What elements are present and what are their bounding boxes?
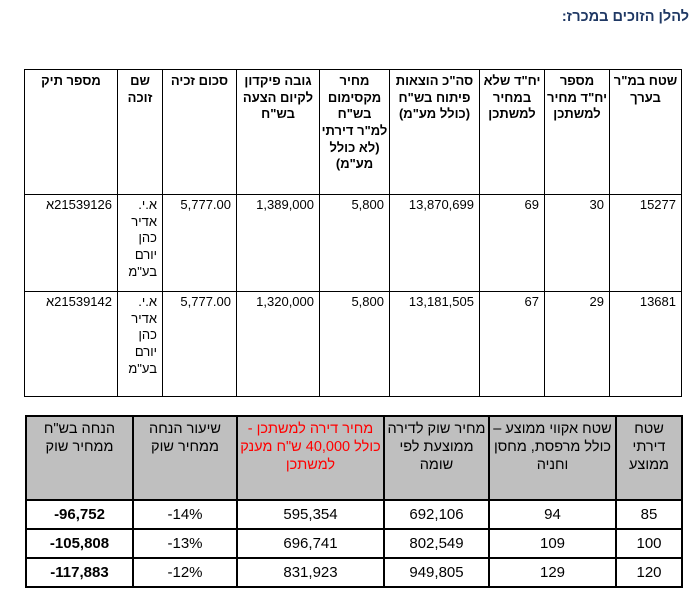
table-cell: 13681: [610, 292, 682, 397]
winners-header-row: [25, 70, 682, 195]
column-header: שטח במ"ר בערך: [610, 70, 682, 195]
table-cell: 69: [480, 195, 545, 292]
column-header: שטח דירתי ממוצע: [616, 416, 682, 500]
column-header: הנחה בש"ח ממחיר שוק: [26, 416, 133, 500]
table-cell: 94: [489, 500, 616, 529]
table-cell: 692,106: [384, 500, 489, 529]
column-header: מחיר דירה למשתכן - כולל 40,000 ש"ח מענק למשתכן: [237, 416, 384, 500]
table-cell: 5,800: [320, 195, 390, 292]
column-header: שם זוכה: [118, 70, 163, 195]
table-cell: 129: [489, 558, 616, 587]
table-cell: 85: [616, 500, 682, 529]
winners-table: [24, 69, 682, 397]
column-header: מספר יח"ד מחיר למשתכן: [545, 70, 610, 195]
table-cell: 949,805: [384, 558, 489, 587]
table-row: [26, 500, 682, 529]
pricing-table: [25, 415, 683, 588]
table-cell: -117,883: [26, 558, 133, 587]
table-cell: א.י. אדיר כהן יורם בע"מ: [118, 292, 163, 397]
table-cell: 30: [545, 195, 610, 292]
column-header: שטח אקווי ממוצע – כולל מרפסת, מחסן וחניה: [489, 416, 616, 500]
page-title: להלן הזוכים במכרז:: [561, 9, 689, 25]
table-cell: 802,549: [384, 529, 489, 558]
table-cell: 5,777.00: [163, 292, 237, 397]
column-header: יח"ד שלא במחיר למשתכן: [480, 70, 545, 195]
table-row: [25, 292, 682, 397]
column-header: מחיר שוק לדירה ממוצעת לפי שומה: [384, 416, 489, 500]
column-header: סה"כ הוצאות פיתוח בש"ח (כולל מע"מ): [390, 70, 480, 195]
table-cell: 696,741: [237, 529, 384, 558]
column-header: סכום זכיה: [163, 70, 237, 195]
table-cell: 29: [545, 292, 610, 397]
table-cell: 100: [616, 529, 682, 558]
table-cell: 120: [616, 558, 682, 587]
table-cell: 831,923: [237, 558, 384, 587]
table-row: [25, 195, 682, 292]
pricing-header-row: [26, 416, 682, 500]
table-cell: -14%: [133, 500, 237, 529]
table-cell: 1,389,000: [237, 195, 320, 292]
table-cell: -12%: [133, 558, 237, 587]
table-cell: 15277: [610, 195, 682, 292]
table-cell: 1,320,000: [237, 292, 320, 397]
table-cell: 595,354: [237, 500, 384, 529]
table-cell: א.י. אדיר כהן יורם בע"מ: [118, 195, 163, 292]
column-header: שיעור הנחה ממחיר שוק: [133, 416, 237, 500]
table-cell: -105,808: [26, 529, 133, 558]
table-cell: 5,800: [320, 292, 390, 397]
table-cell: 67: [480, 292, 545, 397]
column-header: גובה פיקדון לקיום הצעה בש"ח: [237, 70, 320, 195]
table-cell: -96,752: [26, 500, 133, 529]
table-row: [26, 558, 682, 587]
table-cell: 21539142א: [25, 292, 118, 397]
column-header: מחיר מקסימום בש"ח למ"ר דירתי (לא כולל מע"מ): [320, 70, 390, 195]
table-cell: 21539126א: [25, 195, 118, 292]
table-cell: 5,777.00: [163, 195, 237, 292]
table-cell: 109: [489, 529, 616, 558]
column-header: מספר תיק: [25, 70, 118, 195]
table-cell: 13,870,699: [390, 195, 480, 292]
table-row: [26, 529, 682, 558]
table-cell: -13%: [133, 529, 237, 558]
table-cell: 13,181,505: [390, 292, 480, 397]
